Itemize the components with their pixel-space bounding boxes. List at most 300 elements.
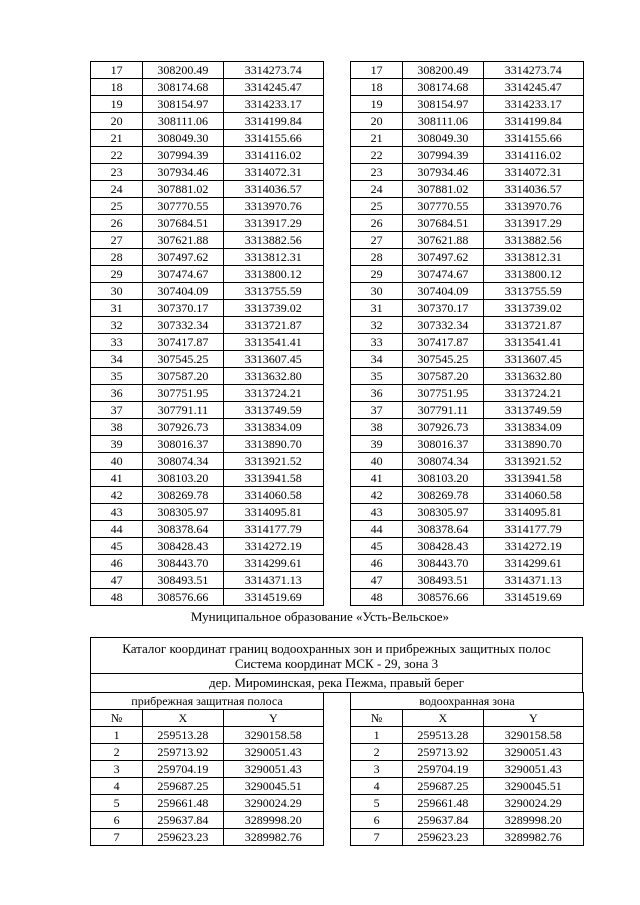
point-number: 42 [91, 487, 143, 504]
table-row [91, 198, 324, 215]
coord-y: 3314036.57 [223, 181, 323, 198]
coord-x: 307791.11 [403, 402, 483, 419]
point-number: 7 [91, 829, 143, 846]
coord-x: 307791.11 [143, 402, 223, 419]
coord-x: 307684.51 [143, 215, 223, 232]
table-row [91, 147, 324, 164]
coastal-strip-heading: прибрежная защитная полоса [91, 693, 324, 710]
coord-y: 3290158.58 [223, 727, 323, 744]
table-row [351, 249, 584, 266]
point-number: 26 [351, 215, 403, 232]
coord-x: 307994.39 [143, 147, 223, 164]
top-right-body [351, 62, 584, 606]
coord-y: 3313724.21 [483, 385, 583, 402]
point-number: 36 [91, 385, 143, 402]
coord-y: 3313541.41 [483, 334, 583, 351]
coord-y: 3313607.45 [223, 351, 323, 368]
point-number: 35 [351, 368, 403, 385]
table-row [91, 778, 324, 795]
col-header-num: № [91, 710, 143, 727]
point-number: 43 [91, 504, 143, 521]
coord-y: 3290051.43 [223, 761, 323, 778]
coord-x: 307881.02 [143, 181, 223, 198]
coord-y: 3313721.87 [483, 317, 583, 334]
table-row [91, 436, 324, 453]
coastal-strip-table [90, 692, 324, 846]
point-number: 29 [91, 266, 143, 283]
coord-y: 3313749.59 [483, 402, 583, 419]
table-row [91, 572, 324, 589]
coord-y: 3314177.79 [223, 521, 323, 538]
table-row [91, 555, 324, 572]
coord-x: 308103.20 [143, 470, 223, 487]
point-number: 46 [351, 555, 403, 572]
point-number: 17 [351, 62, 403, 79]
table-row [351, 385, 584, 402]
point-number: 28 [91, 249, 143, 266]
point-number: 40 [351, 453, 403, 470]
point-number: 28 [351, 249, 403, 266]
coord-x: 308443.70 [143, 555, 223, 572]
coord-x: 307751.95 [403, 385, 483, 402]
point-number: 6 [351, 812, 403, 829]
coord-x: 307497.62 [143, 249, 223, 266]
table-row [351, 266, 584, 283]
coord-y: 3290158.58 [483, 727, 583, 744]
coord-y: 3313632.80 [223, 368, 323, 385]
coord-y: 3313941.58 [483, 470, 583, 487]
coord-x: 307417.87 [403, 334, 483, 351]
point-number: 42 [351, 487, 403, 504]
table-row [91, 79, 324, 96]
coord-x: 308269.78 [143, 487, 223, 504]
point-number: 37 [351, 402, 403, 419]
coord-x: 259637.84 [143, 812, 223, 829]
table-row [351, 351, 584, 368]
coord-x: 259513.28 [403, 727, 483, 744]
point-number: 21 [351, 130, 403, 147]
table-row [91, 504, 324, 521]
top-left-body [91, 62, 324, 606]
table-row [351, 538, 584, 555]
table-row [91, 368, 324, 385]
point-number: 4 [351, 778, 403, 795]
coord-x: 307404.09 [403, 283, 483, 300]
coord-x: 307332.34 [143, 317, 223, 334]
point-number: 33 [91, 334, 143, 351]
water-protection-heading: водоохранная зона [351, 693, 584, 710]
coord-y: 3290045.51 [223, 778, 323, 795]
table-row [351, 589, 584, 606]
catalog-header [90, 637, 583, 693]
coord-x: 307587.20 [403, 368, 483, 385]
point-number: 34 [351, 351, 403, 368]
coord-x: 307474.67 [143, 266, 223, 283]
table-row [91, 317, 324, 334]
table-row [351, 419, 584, 436]
coord-y: 3314299.61 [483, 555, 583, 572]
coord-y: 3313541.41 [223, 334, 323, 351]
point-number: 30 [91, 283, 143, 300]
coord-y: 3314299.61 [223, 555, 323, 572]
coord-y: 3313917.29 [223, 215, 323, 232]
table-row [91, 385, 324, 402]
coord-y: 3290024.29 [223, 795, 323, 812]
point-number: 1 [351, 727, 403, 744]
point-number: 19 [91, 96, 143, 113]
point-number: 24 [351, 181, 403, 198]
table-row [91, 589, 324, 606]
point-number: 25 [351, 198, 403, 215]
coord-y: 3313941.58 [223, 470, 323, 487]
point-number: 20 [351, 113, 403, 130]
point-number: 47 [91, 572, 143, 589]
point-number: 23 [91, 164, 143, 181]
table-row [351, 79, 584, 96]
coord-y: 3314155.66 [483, 130, 583, 147]
col-header-x: X [143, 710, 223, 727]
point-number: 44 [351, 521, 403, 538]
table-row [351, 402, 584, 419]
coord-x: 307684.51 [403, 215, 483, 232]
coord-x: 308154.97 [403, 96, 483, 113]
coord-x: 307621.88 [143, 232, 223, 249]
coord-y: 3313724.21 [223, 385, 323, 402]
coord-y: 3289998.20 [223, 812, 323, 829]
coord-y: 3313812.31 [223, 249, 323, 266]
coord-x: 308200.49 [403, 62, 483, 79]
coord-x: 308269.78 [403, 487, 483, 504]
coord-y: 3290045.51 [483, 778, 583, 795]
coord-x: 307545.25 [143, 351, 223, 368]
point-number: 41 [351, 470, 403, 487]
table-row [351, 198, 584, 215]
table-row [351, 232, 584, 249]
coord-y: 3313882.56 [223, 232, 323, 249]
point-number: 6 [91, 812, 143, 829]
coord-y: 3313921.52 [483, 453, 583, 470]
point-number: 24 [91, 181, 143, 198]
table-row [351, 795, 584, 812]
coord-x: 308111.06 [143, 113, 223, 130]
table-row [351, 317, 584, 334]
point-number: 46 [91, 555, 143, 572]
coord-x: 308576.66 [143, 589, 223, 606]
coord-x: 308174.68 [143, 79, 223, 96]
coord-y: 3313812.31 [483, 249, 583, 266]
point-number: 22 [91, 147, 143, 164]
col-header-y: Y [483, 710, 583, 727]
table-row [351, 470, 584, 487]
point-number: 21 [91, 130, 143, 147]
point-number: 18 [351, 79, 403, 96]
coord-x: 308493.51 [143, 572, 223, 589]
table-row [91, 453, 324, 470]
coord-x: 307332.34 [403, 317, 483, 334]
coord-y: 3314519.69 [223, 589, 323, 606]
table-row [91, 130, 324, 147]
point-number: 44 [91, 521, 143, 538]
point-number: 5 [91, 795, 143, 812]
coord-x: 307926.73 [403, 419, 483, 436]
coord-x: 307474.67 [403, 266, 483, 283]
table-row [91, 249, 324, 266]
catalog-title-line1: Каталог координат границ водоохранных зон и прибрежных защитных полос [122, 641, 551, 656]
point-number: 5 [351, 795, 403, 812]
coord-x: 307417.87 [143, 334, 223, 351]
point-number: 45 [351, 538, 403, 555]
table-row [351, 164, 584, 181]
coord-y: 3313607.45 [483, 351, 583, 368]
coord-x: 307621.88 [403, 232, 483, 249]
point-number: 36 [351, 385, 403, 402]
coord-y: 3313890.70 [223, 436, 323, 453]
coord-y: 3314371.13 [483, 572, 583, 589]
coord-y: 3313921.52 [223, 453, 323, 470]
table-row [91, 215, 324, 232]
point-number: 3 [91, 761, 143, 778]
table-row [91, 744, 324, 761]
table-row [351, 778, 584, 795]
table-row [91, 538, 324, 555]
water-protection-body [351, 727, 584, 846]
coord-x: 259713.92 [143, 744, 223, 761]
coord-x: 259704.19 [403, 761, 483, 778]
table-row [351, 812, 584, 829]
coord-x: 259661.48 [403, 795, 483, 812]
table-row [91, 96, 324, 113]
table-row [91, 487, 324, 504]
table-row [91, 829, 324, 846]
top-coordinate-table-right [350, 61, 584, 606]
coord-y: 3314273.74 [483, 62, 583, 79]
coord-y: 3290051.43 [223, 744, 323, 761]
table-row [91, 402, 324, 419]
coord-x: 307370.17 [403, 300, 483, 317]
point-number: 29 [351, 266, 403, 283]
coord-x: 308428.43 [403, 538, 483, 555]
point-number: 32 [351, 317, 403, 334]
coord-y: 3289998.20 [483, 812, 583, 829]
table-row [91, 351, 324, 368]
coord-x: 307545.25 [403, 351, 483, 368]
point-number: 33 [351, 334, 403, 351]
point-number: 23 [351, 164, 403, 181]
point-number: 27 [351, 232, 403, 249]
point-number: 39 [351, 436, 403, 453]
coord-y: 3313739.02 [223, 300, 323, 317]
coord-y: 3314371.13 [223, 572, 323, 589]
coord-y: 3313755.59 [483, 283, 583, 300]
coord-y: 3314072.31 [223, 164, 323, 181]
coord-y: 3314116.02 [223, 147, 323, 164]
coord-x: 259661.48 [143, 795, 223, 812]
col-header-num: № [351, 710, 403, 727]
coord-y: 3314245.47 [223, 79, 323, 96]
point-number: 43 [351, 504, 403, 521]
coord-x: 307994.39 [403, 147, 483, 164]
table-row [351, 727, 584, 744]
coord-y: 3313749.59 [223, 402, 323, 419]
coord-x: 308016.37 [143, 436, 223, 453]
table-row [91, 300, 324, 317]
point-number: 2 [91, 744, 143, 761]
table-row [91, 795, 324, 812]
coord-y: 3314116.02 [483, 147, 583, 164]
coord-x: 307934.46 [403, 164, 483, 181]
point-number: 3 [351, 761, 403, 778]
coord-y: 3314272.19 [223, 538, 323, 555]
table-row [351, 504, 584, 521]
table-row [351, 215, 584, 232]
coord-x: 308200.49 [143, 62, 223, 79]
coord-y: 3313739.02 [483, 300, 583, 317]
point-number: 25 [91, 198, 143, 215]
coord-y: 3290051.43 [483, 744, 583, 761]
coord-y: 3314155.66 [223, 130, 323, 147]
coord-x: 307497.62 [403, 249, 483, 266]
coord-x: 307770.55 [143, 198, 223, 215]
point-number: 2 [351, 744, 403, 761]
table-row [351, 555, 584, 572]
coord-x: 308443.70 [403, 555, 483, 572]
coastal-strip-body [91, 727, 324, 846]
table-row [91, 470, 324, 487]
table-row [351, 744, 584, 761]
col-header-y: Y [223, 710, 323, 727]
coord-y: 3314095.81 [223, 504, 323, 521]
coord-x: 308074.34 [143, 453, 223, 470]
coord-x: 307770.55 [403, 198, 483, 215]
point-number: 22 [351, 147, 403, 164]
table-row [91, 761, 324, 778]
point-number: 37 [91, 402, 143, 419]
table-row [351, 147, 584, 164]
coord-y: 3313800.12 [223, 266, 323, 283]
coord-x: 307587.20 [143, 368, 223, 385]
catalog-title [91, 638, 582, 674]
coord-y: 3314273.74 [223, 62, 323, 79]
coord-y: 3313890.70 [483, 436, 583, 453]
table-row [351, 283, 584, 300]
point-number: 38 [91, 419, 143, 436]
table-row [351, 453, 584, 470]
coord-y: 3290051.43 [483, 761, 583, 778]
coord-y: 3313834.09 [223, 419, 323, 436]
coord-y: 3313800.12 [483, 266, 583, 283]
coord-x: 308016.37 [403, 436, 483, 453]
point-number: 48 [351, 589, 403, 606]
point-number: 19 [351, 96, 403, 113]
point-number: 30 [351, 283, 403, 300]
coord-x: 259687.25 [403, 778, 483, 795]
coord-x: 308103.20 [403, 470, 483, 487]
coord-y: 3314060.58 [223, 487, 323, 504]
table-row [351, 572, 584, 589]
coord-y: 3313917.29 [483, 215, 583, 232]
coord-x: 308074.34 [403, 453, 483, 470]
coord-x: 259713.92 [403, 744, 483, 761]
coord-y: 3314272.19 [483, 538, 583, 555]
table-row [351, 62, 584, 79]
coord-x: 259623.23 [403, 829, 483, 846]
coord-x: 307926.73 [143, 419, 223, 436]
table-row [351, 761, 584, 778]
table-row [91, 113, 324, 130]
table-row [351, 96, 584, 113]
point-number: 31 [351, 300, 403, 317]
coord-y: 3290024.29 [483, 795, 583, 812]
coord-x: 259623.23 [143, 829, 223, 846]
coord-y: 3313721.87 [223, 317, 323, 334]
coord-y: 3313755.59 [223, 283, 323, 300]
coord-y: 3314519.69 [483, 589, 583, 606]
table-row [351, 181, 584, 198]
coord-y: 3313970.76 [223, 198, 323, 215]
point-number: 41 [91, 470, 143, 487]
point-number: 7 [351, 829, 403, 846]
coord-y: 3313834.09 [483, 419, 583, 436]
coord-x: 307934.46 [143, 164, 223, 181]
coord-y: 3314233.17 [483, 96, 583, 113]
coord-x: 308174.68 [403, 79, 483, 96]
point-number: 34 [91, 351, 143, 368]
table-row [91, 727, 324, 744]
point-number: 39 [91, 436, 143, 453]
table-row [351, 300, 584, 317]
coord-x: 308049.30 [403, 130, 483, 147]
municipality-caption: Муниципальное образование «Усть-Вельское» [190, 609, 450, 624]
coord-y: 3314245.47 [483, 79, 583, 96]
table-row [91, 164, 324, 181]
coord-y: 3314199.84 [223, 113, 323, 130]
coord-y: 3314199.84 [483, 113, 583, 130]
point-number: 38 [351, 419, 403, 436]
coord-x: 308576.66 [403, 589, 483, 606]
catalog-title-line2: Система координат МСК - 29, зона 3 [234, 656, 439, 671]
point-number: 27 [91, 232, 143, 249]
coord-x: 308305.97 [143, 504, 223, 521]
table-row [91, 232, 324, 249]
table-row [91, 334, 324, 351]
coord-x: 307404.09 [143, 283, 223, 300]
table-row [91, 419, 324, 436]
coord-x: 259637.84 [403, 812, 483, 829]
table-row [351, 436, 584, 453]
coord-y: 3314233.17 [223, 96, 323, 113]
table-row [351, 334, 584, 351]
table-row [91, 283, 324, 300]
coord-x: 308378.64 [143, 521, 223, 538]
coord-y: 3314177.79 [483, 521, 583, 538]
coord-x: 308111.06 [403, 113, 483, 130]
table-row [351, 829, 584, 846]
coord-y: 3289982.76 [223, 829, 323, 846]
coord-x: 259704.19 [143, 761, 223, 778]
point-number: 40 [91, 453, 143, 470]
coord-x: 308378.64 [403, 521, 483, 538]
point-number: 4 [91, 778, 143, 795]
coord-x: 308154.97 [143, 96, 223, 113]
point-number: 47 [351, 572, 403, 589]
point-number: 20 [91, 113, 143, 130]
catalog-river-line: дер. Мироминская, река Пежма, правый берег [208, 675, 464, 690]
coord-y: 3313882.56 [483, 232, 583, 249]
point-number: 31 [91, 300, 143, 317]
point-number: 18 [91, 79, 143, 96]
top-coordinate-table-left [90, 61, 324, 606]
table-row [351, 368, 584, 385]
